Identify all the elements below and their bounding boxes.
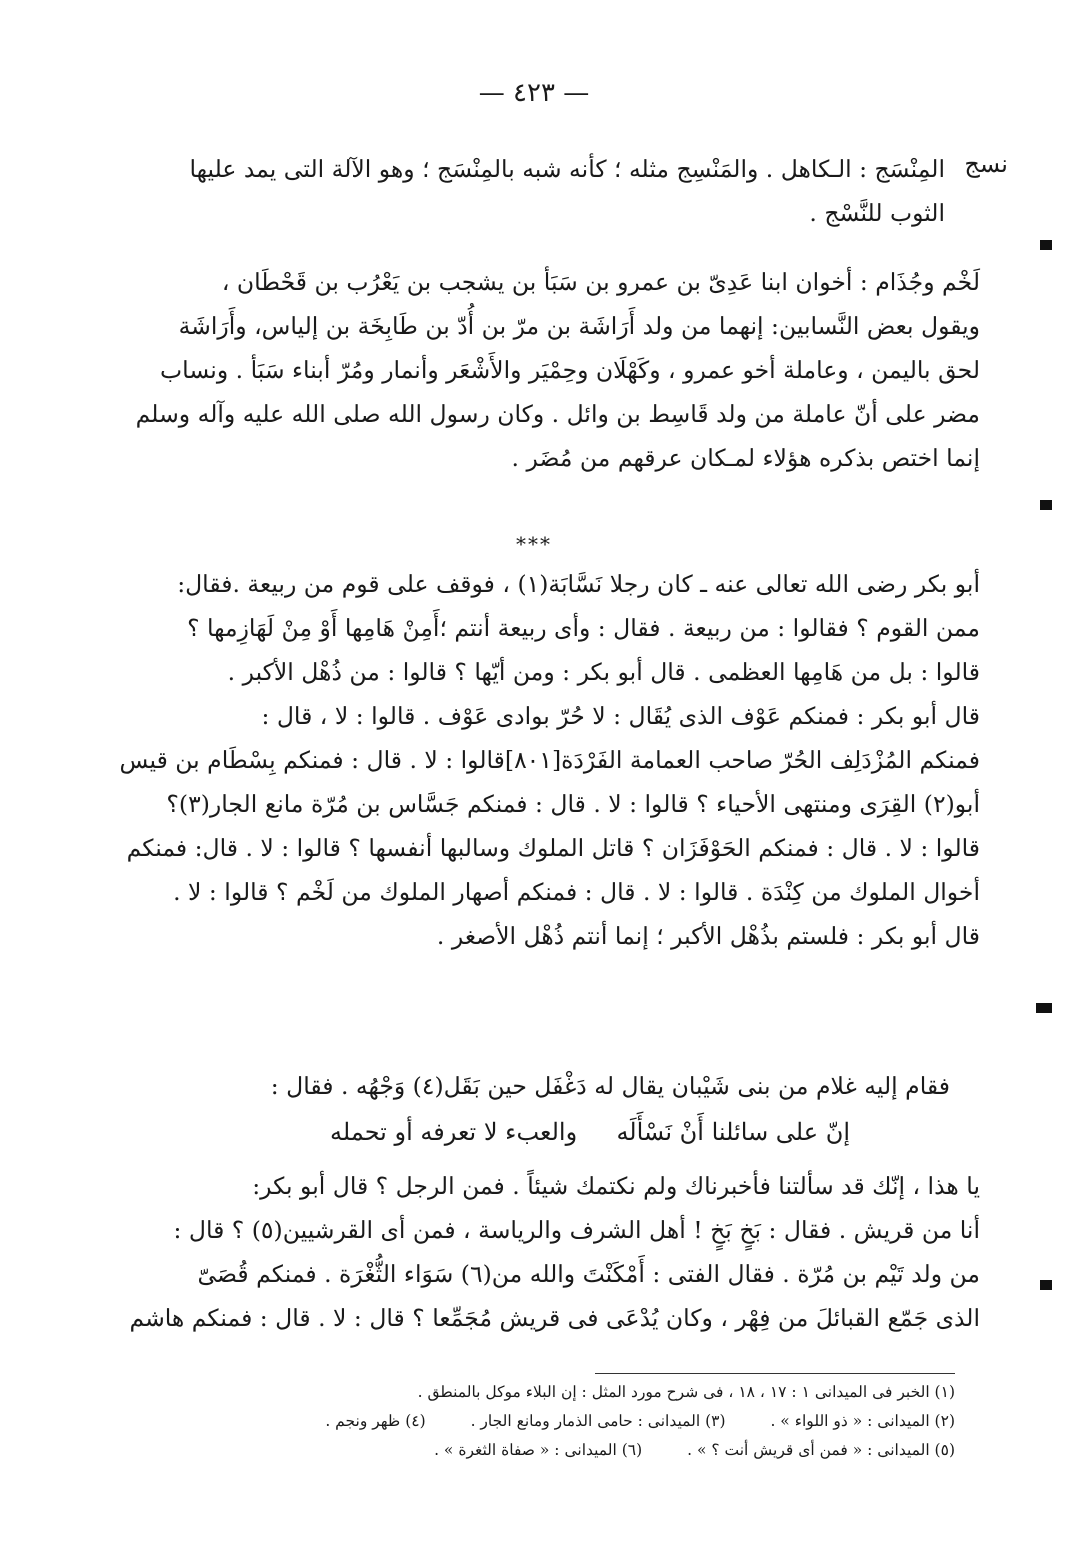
margin-mark	[1040, 1280, 1052, 1290]
text-line: قالوا : لا . قال : فمنكم الحَوْفَزَان ؟ قاتل الملوك وسالبها أنفسها ؟ قالوا : لا . قال: فمنكم	[126, 834, 980, 862]
paragraph-abu-bakr	[119, 562, 980, 958]
footnote-divider	[595, 1373, 955, 1374]
poetry-verse	[330, 1118, 850, 1146]
footnote-line	[135, 1378, 955, 1407]
margin-mark	[1040, 240, 1052, 250]
text-line: فمنكم المُزْدَلِف الحُرّ صاحب العمامة الفَرْدَة[٨٠١]قالوا : لا . قال : فمنكم بِسْطَام بن قيس	[119, 746, 980, 774]
text-line: قالوا : بل من هَامِها العظمى . قال أبو بكر : ومن أيّها ؟ قالوا : من ذُهْل الأكبر .	[227, 658, 980, 686]
footnote-line	[135, 1436, 955, 1465]
footnote: (٥) الميدانى : « فمن أى قريش أنت ؟ » .	[687, 1441, 955, 1459]
text-line: المِنْسَج : الـكاهل . والمَنْسِج مثله ؛ كأنه شبه بالمِنْسَج ؛ وهو الآلة التى يمد عليها	[189, 155, 945, 183]
text-line: يا هذا ، إنّك قد سألتنا فأخبرناك ولم نكتمك شيئاً . فمن الرجل ؟ قال أبو بكر:	[252, 1172, 980, 1200]
margin-mark	[1040, 500, 1052, 510]
text-line: أنا من قريش . فقال : بَخٍ بَخٍ ! أهل الشرف والرياسة ، فمن أى القرشيين(٥) ؟ قال :	[173, 1216, 980, 1244]
text-line: لَخْم وجُذَام : أخوان ابنا عَدِىّ بن عمرو بن سَبَأ بن يشجب بن يَعْرُب بن قَحْطَان ،	[221, 268, 980, 296]
margin-keyword: نسج	[964, 150, 1008, 178]
footnotes	[135, 1378, 955, 1465]
text-line: لحق باليمن ، وعاملة أخو عمرو ، وكَهْلَان وحِمْيَر والأَشْعَر وأنمار ومُرّ أبناء سَبَأ . ونساب	[160, 356, 980, 384]
text-line: الثوب للنَّسْج .	[809, 199, 945, 227]
footnote-line	[135, 1407, 955, 1436]
text-line: الذى جَمّع القبائلَ من فِهْر ، وكان يُدْعَى فى قريش مُجَمِّعا ؟ قال : لا . قال : فمنكم هاشم	[129, 1304, 980, 1332]
text-line: فقام إليه غلام من بنى شَيْبان يقال له دَغْفَل حين بَقَل(٤) وَجْهُه . فقال :	[270, 1072, 950, 1100]
text-line: إنما اختص بذكره هؤلاء لمـكان عرقهم من مُضَر .	[511, 444, 980, 472]
section-separator: ***	[516, 532, 552, 556]
verse-hemistich-right: إنّ على سائلنا أَنْ نَسْأَلَه	[616, 1118, 850, 1146]
margin-mark	[1036, 1003, 1052, 1013]
verse-hemistich-left: والعبء لا تعرفه أو تحمله	[330, 1118, 578, 1146]
text-line: ممن القوم ؟ فقالوا : من ربيعة . فقال : وأى ربيعة أنتم ؛أَمِنْ هَامِها أَوْ مِنْ لَهَازِمها ؟	[187, 614, 980, 642]
footnote: (٦) الميدانى : « صفاة الثغرة » .	[434, 1441, 643, 1459]
paragraph-lakhm	[135, 260, 980, 480]
text-line: قال أبو بكر : فمنكم عَوْف الذى يُقَال : لا حُرّ بوادى عَوْف . قالوا : لا ، قال :	[261, 702, 980, 730]
footnote: (٢) الميدانى : « ذو اللواء » .	[770, 1412, 955, 1430]
text-line: ويقول بعض النَّسابين: إنهما من ولد أَرَاشَة بن مرّ بن أُدّ بن طَابِخَة بن إلياس، وأَرَاشَة	[178, 312, 980, 340]
text-line: أبو(٢) القِرَى ومنتهى الأحياء ؟ قالوا : لا . قال : فمنكم جَسَّاس بن مُرّة مانع الجار(٣)؟	[166, 790, 980, 818]
text-line: من ولد تَيْم بن مُرّة . فقال الفتى : أَمْكَنْتَ والله من(٦) سَوَاء الثُّغْرَة . فمنكم قُصَىّ	[197, 1260, 980, 1288]
text-line: أبو بكر رضى الله تعالى عنه ـ كان رجلا نَسَّابَة(١) ، فوقف على قوم من ربيعة .فقال:	[177, 570, 980, 598]
page-number: — ٤٢٣ —	[478, 78, 590, 108]
text-line: قال أبو بكر : فلستم بذُهْل الأكبر ؛ إنما أنتم ذُهْل الأصغر .	[436, 922, 980, 950]
paragraph-dialogue	[129, 1164, 980, 1340]
paragraph-nasaj	[189, 147, 945, 235]
footnote: (١) الخبر فى الميدانى ١ : ١٧ ، ١٨ ، فى شرح مورد المثل : إن البلاء موكل بالمنطق .	[417, 1383, 955, 1401]
text-line: أخوال الملوك من كِنْدَة . قالوا : لا . قال : فمنكم أصهار الملوك من لَخْم ؟ قالوا : لا .	[173, 878, 980, 906]
footnote: (٣) الميدانى : حامى الذمار ومانع الجار .	[470, 1412, 726, 1430]
paragraph-daghfal	[225, 1064, 950, 1108]
footnote: (٤) ظهر ونجم .	[325, 1412, 426, 1430]
text-line: مضر على أنّ عاملة من ولد قَاسِط بن وائل . وكان رسول الله صلى الله عليه وآله وسلم	[135, 400, 980, 428]
